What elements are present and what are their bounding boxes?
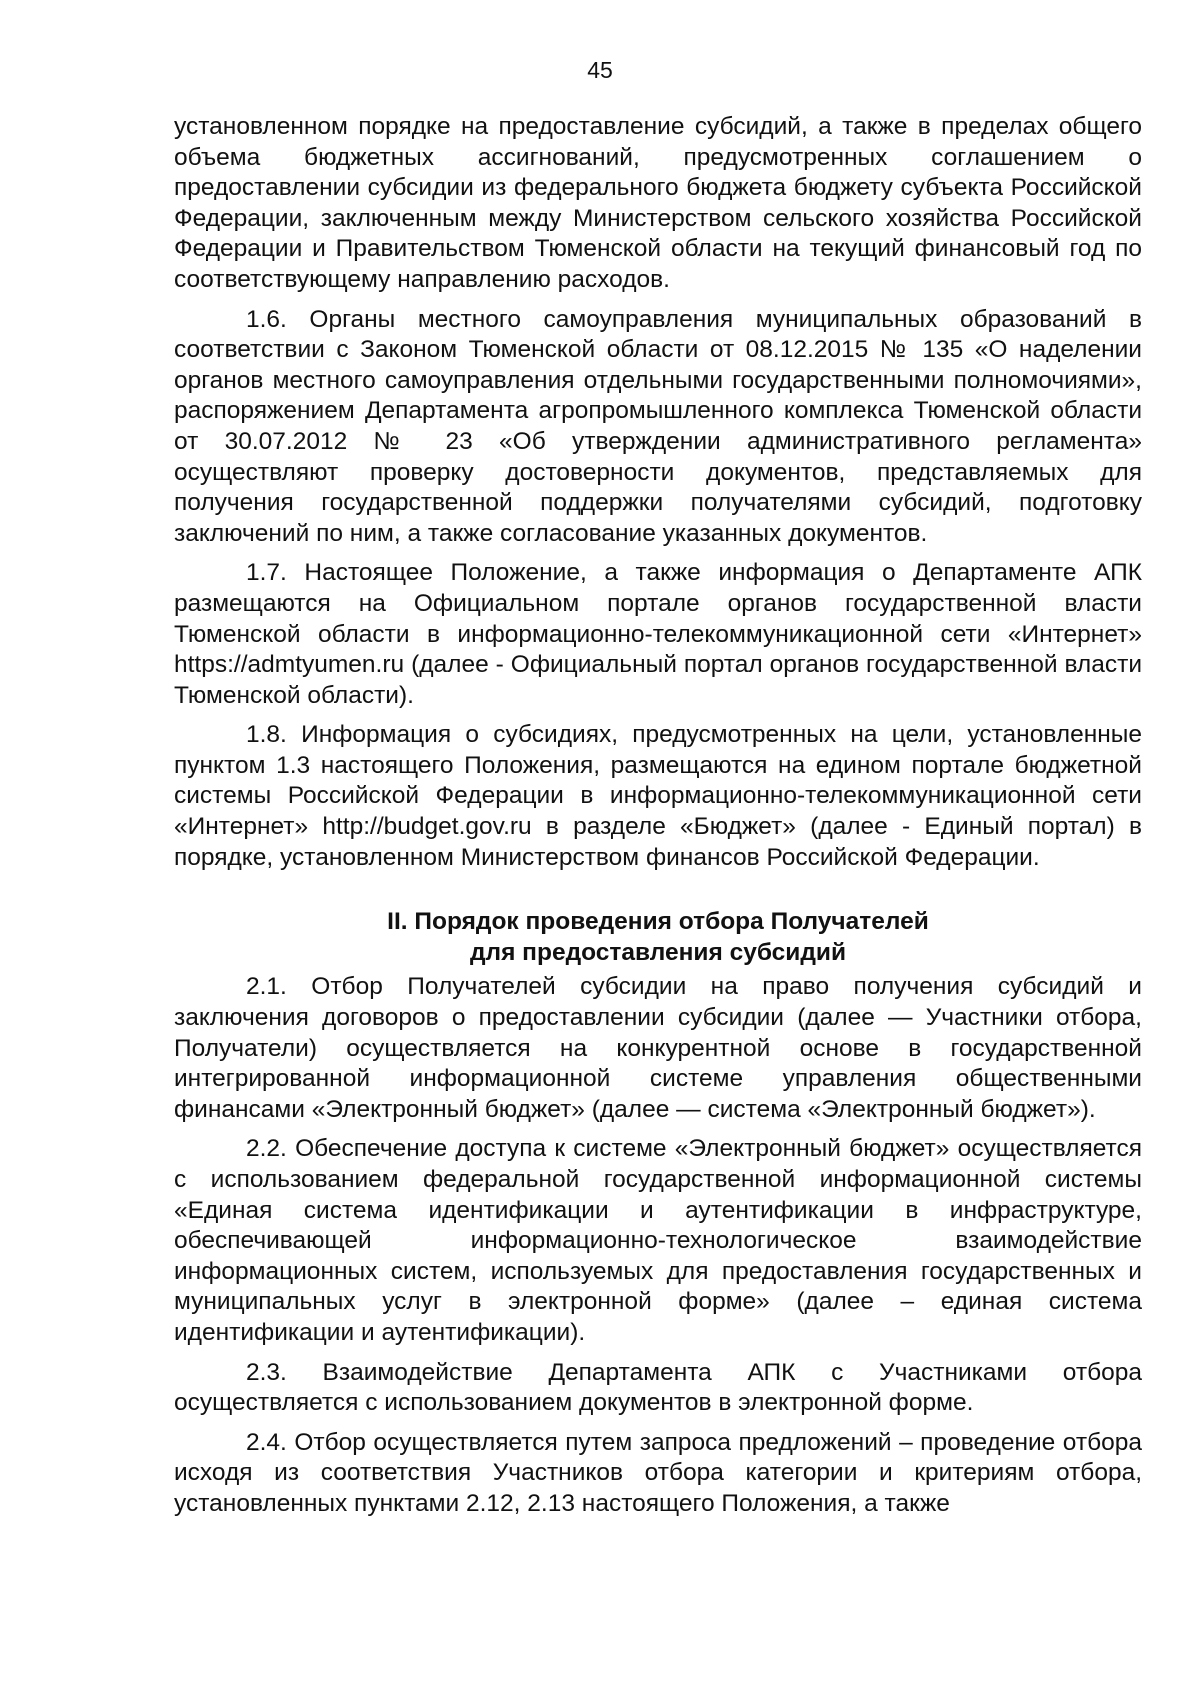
page-number: 45 — [587, 57, 613, 83]
paragraph-2-3: 2.3. Взаимодействие Департамента АПК с Участниками отбора осуществляется с использованием документов в электронной форме. — [174, 1358, 1142, 1417]
paragraph-1-7: 1.7. Настоящее Положение, а также информация о Департаменте АПК размещаются на Официальном портале органов государственной власти Тюменской области в информационно-телекоммуникационной сети «Интернет» https://admtyumen.ru (далее - Официальный портал органов государственной власти Тюменской области). — [174, 559, 1142, 709]
paragraph-2-2: 2.2. Обеспечение доступа к системе «Электронный бюджет» осуществляется с использованием федеральной государственной информационной системы «Единая система идентификации и аутентификации в инфраструктуре, обеспечивающей информационно-технологическое взаимодействие информационных систем, используемых для предоставления государственных и муниципальных услуг в электронной форме» (далее – единая система идентификации и аутентификации). — [174, 1135, 1142, 1346]
section-heading-line-2: для предоставления субсидий — [469, 938, 847, 966]
document-body — [174, 112, 1142, 1529]
paragraph-1-6: 1.6. Органы местного самоуправления муниципальных образований в соответствии с Законом Тюменской области от 08.12.2015 № 135 «О наделении органов местного самоуправления отдельными государственными полномочиями», распоряжением Департамента агропромышленного комплекса Тюменской области от 30.07.2012 № 23 «Об утверждении административного регламента» осуществляют проверку достоверности документов, представляемых для получения государственной поддержки получателями субсидий, подготовку заключений по ним, а также согласование указанных документов. — [174, 305, 1142, 547]
paragraph-2-4: 2.4. Отбор осуществляется путем запроса предложений – проведение отбора исходя из соответствия Участников отбора категории и критериям отбора, установленных пунктами 2.12, 2.13 настоящего Положения, а также — [174, 1428, 1142, 1517]
paragraph-2-1: 2.1. Отбор Получателей субсидии на право получения субсидий и заключения договоров о предоставлении субсидии (далее — Участники отбора, Получатели) осуществляется на конкурентной основе в государственной интегрированной информационной системе управления общественными финансами «Электронный бюджет» (далее — система «Электронный бюджет»). — [174, 973, 1142, 1123]
paragraph-1-8: 1.8. Информация о субсидиях, предусмотренных на цели, установленные пунктом 1.3 настоящего Положения, размещаются на едином портале бюджетной системы Российской Федерации в информационно-телекоммуникационной сети «Интернет» http://budget.gov.ru в разделе «Бюджет» (далее - Единый портал) в порядке, установленном Министерством финансов Российской Федерации. — [174, 721, 1142, 871]
section-heading-line-1: II. Порядок проведения отбора Получателей — [387, 908, 929, 936]
section-heading — [174, 907, 1142, 968]
paragraph-continuation: установленном порядке на предоставление субсидий, а также в пределах общего объема бюджетных ассигнований, предусмотренных соглашением о предоставлении субсидии из федерального бюджета бюджету субъекта Российской Федерации, заключенным между Министерством сельского хозяйства Российской Федерации и Правительством Тюменской области на текущий финансовый год по соответствующему направлению расходов. — [174, 113, 1142, 293]
